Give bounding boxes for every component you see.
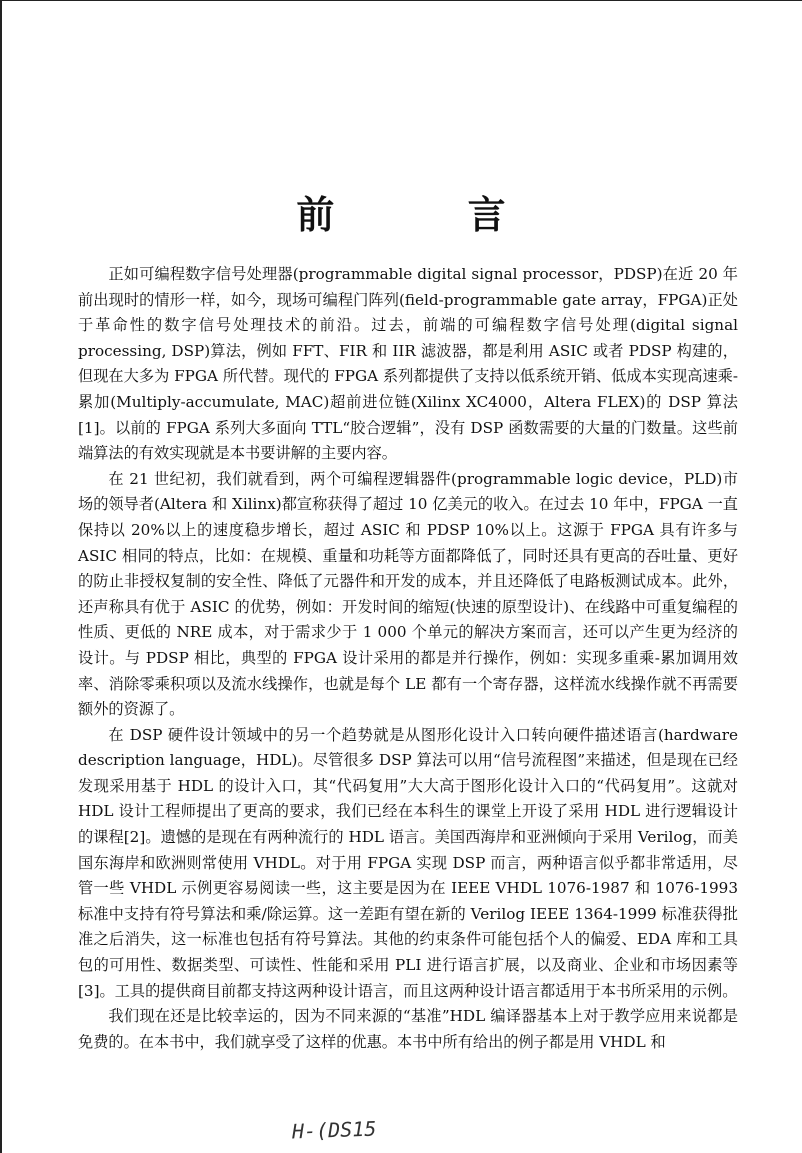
left-border-line [0,0,2,1153]
paragraph-1: 正如可编程数字信号处理器(programmable digital signal processor，PDSP)在近 20 年前出现时的情形一样，如今，现场可编程门阵列(field-programmable gate array，FPGA)正处于革命性的数字信号处理技术的前沿。过去，前端的可编程数字信号处理(digital signal processing, DSP)算法，例如 FFT、FIR 和 IIR 滤波器，都是利用 ASIC 或者 PDSP 构建的，但现在大多为 FPGA 所代替。现代的 FPGA 系列都提供了支持以低系统开销、低成本实现高速乘-累加(Multiply-accumulate, MAC)超前进位链(Xilinx XC4000，Altera FLEX)的 DSP 算法[1]。以前的 FPGA 系列大多面向 TTL“胶合逻辑”，没有 DSP 函数需要的大量的门数量。这些前端算法的有效实现就是本书要讲解的主要内容。 [78,265,738,463]
page-title: 前 言 [296,193,566,237]
paragraph-4: 我们现在还是比较幸运的，因为不同来源的“基准”HDL 编译器基本上对于教学应用来说都是免费的。在本书中，我们就享受了这样的优惠。本书中所有给出的例子都是用 VHDL 和 [78,1007,738,1051]
paragraph-2: 在 21 世纪初，我们就看到，两个可编程逻辑器件(programmable logic device，PLD)市场的领导者(Altera 和 Xilinx)都宣称获得了超过 10 亿美元的收入。在过去 10 年中，FPGA 一直保持以 20%以上的速度稳步增长，超过 ASIC 和 PDSP 10%以上。这源于 FPGA 具有许多与 ASIC 相同的特点，比如：在规模、重量和功耗等方面都降低了，同时还具有更高的吞吐量、更好的防止非授权复制的安全性、降低了元器件和开发的成本，并且还降低了电路板测试成本。此外，还声称具有优于 ASIC 的优势，例如：开发时间的缩短(快速的原型设计)、在线路中可重复编程的性质、更低的 NRE 成本，对于需求少于 1 000 个单元的解决方案而言，还可以产生更为经济的设计。与 PDSP 相比，典型的 FPGA 设计采用的都是并行操作，例如：实现多重乘-累加调用效率、消除零乘积项以及流水线操作，也就是每个 LE 都有一个寄存器，这样流水线操作就不再需要额外的资源了。 [78,469,738,719]
top-border-line [0,0,802,1]
body-text [78,262,738,1055]
handwritten-note: H-(DS15 [291,1116,377,1144]
paragraph-3: 在 DSP 硬件设计领域中的另一个趋势就是从图形化设计入口转向硬件描述语言(hardware description language，HDL)。尽管很多 DSP 算法可以用“信号流程图”来描述，但是现在已经发现采用基于 HDL 的设计入口，其“代码复用”大大高于图形化设计入口的“代码复用”。这就对 HDL 设计工程师提出了更高的要求，我们已经在本科生的课堂上开设了采用 HDL 进行逻辑设计的课程[2]。遗憾的是现在有两种流行的 HDL 语言。美国西海岸和亚洲倾向于采用 Verilog，而美国东海岸和欧洲则常使用 VHDL。对于用 FPGA 实现 DSP 而言，两种语言似乎都非常适用，尽管一些 VHDL 示例更容易阅读一些，这主要是因为在 IEEE VHDL 1076-1987 和 1076-1993 标准中支持有符号算法和乘/除运算。这一差距有望在新的 Verilog IEEE 1364-1999 标准获得批准之后消失，这一标准也包括有符号算法。其他的约束条件可能包括个人的偏爱、EDA 库和工具包的可用性、数据类型、可读性、性能和采用 PLI 进行语言扩展，以及商业、企业和市场因素等[3]。工具的提供商目前都支持这两种设计语言，而且这两种设计语言都适用于本书所采用的示例。 [78,725,738,1000]
